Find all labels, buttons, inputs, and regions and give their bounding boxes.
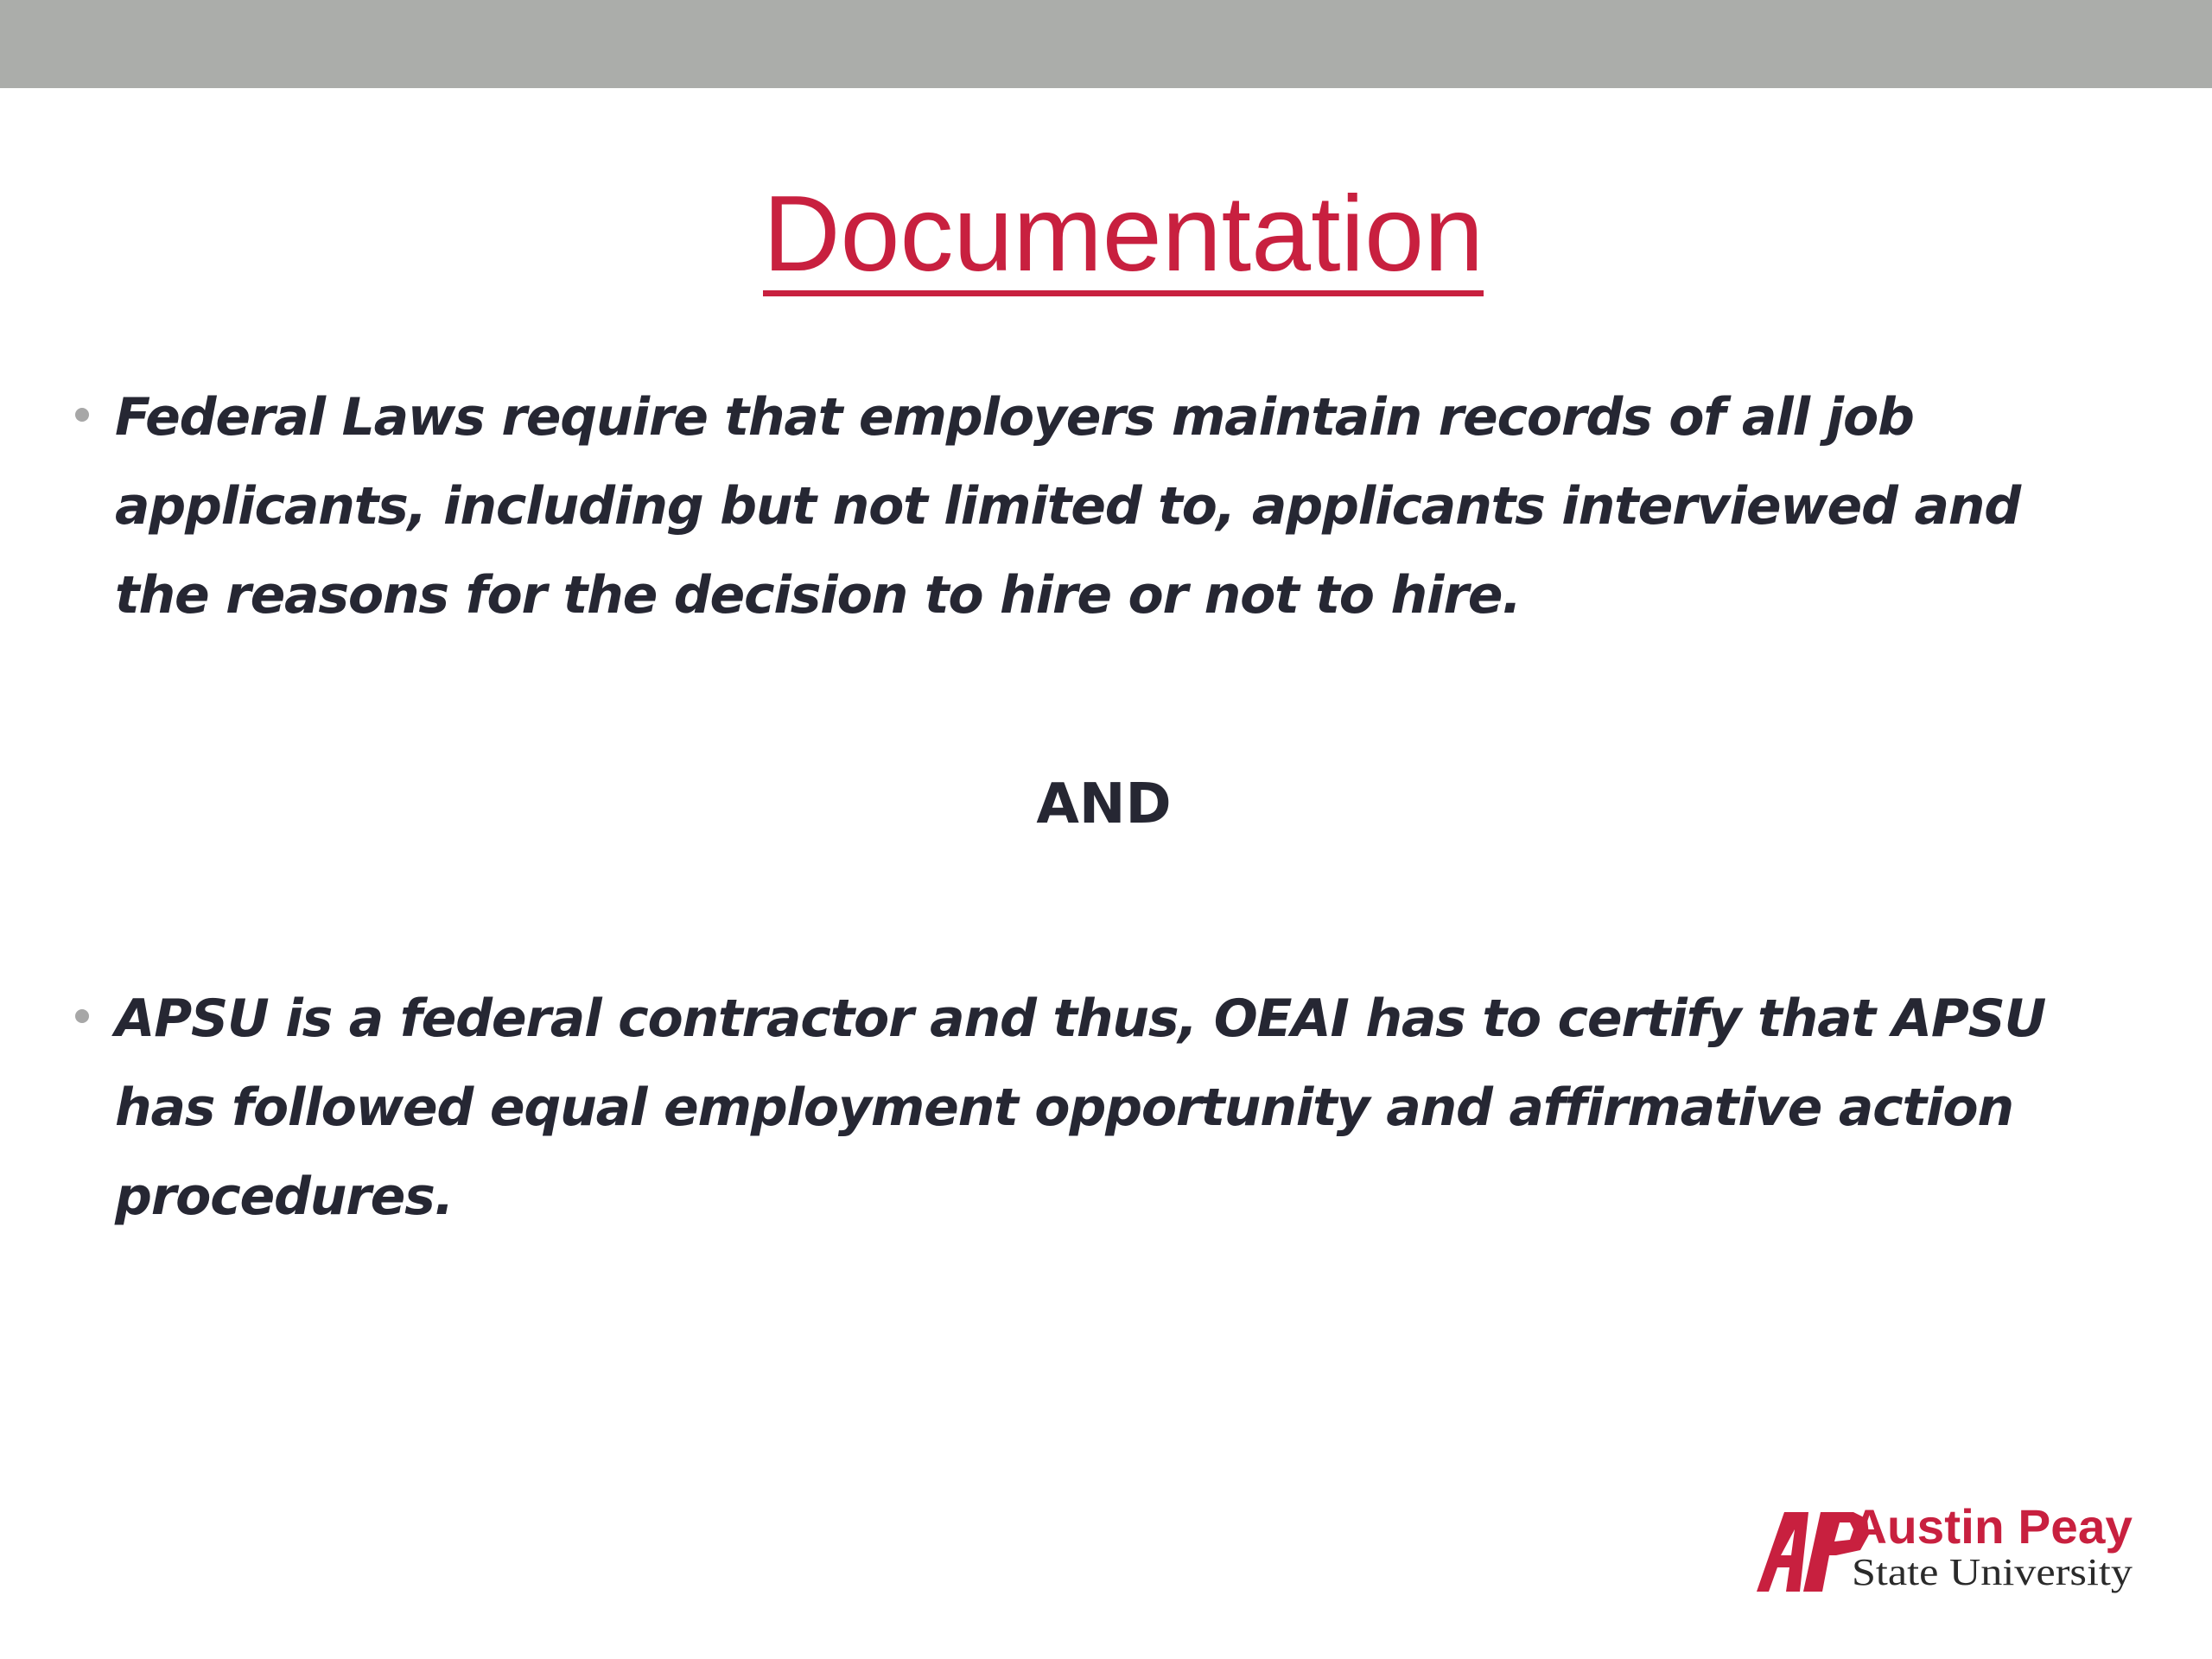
- bullet-text-2: APSU is a federal contractor and thus, OEAI has to certify that APSU has followed equal employment opportunity and affirmative action procedures.: [115, 988, 2046, 1227]
- bullet-item-1: [60, 373, 2117, 640]
- bullet-item-2: [60, 975, 2117, 1242]
- bullet-text-1: Federal Laws require that employers maintain records of all job applicants, including but not limited to, applicants interviewed and the reasons for the decision to hire or not to hire.: [115, 387, 2021, 626]
- logo-line-2: State University: [1852, 1551, 2133, 1593]
- separator-text: AND: [1036, 772, 1172, 836]
- university-logo: [1750, 1505, 2139, 1600]
- bullet-dot-icon: [75, 1009, 89, 1023]
- bullet-dot-icon: [75, 408, 89, 422]
- logo-line-1: Austin Peay: [1852, 1505, 2133, 1554]
- slide-title: [0, 169, 2212, 299]
- slide-title-text: Documentation: [763, 178, 1484, 296]
- apsu-logo-icon: [1750, 1505, 2139, 1600]
- top-bar: [0, 0, 2212, 88]
